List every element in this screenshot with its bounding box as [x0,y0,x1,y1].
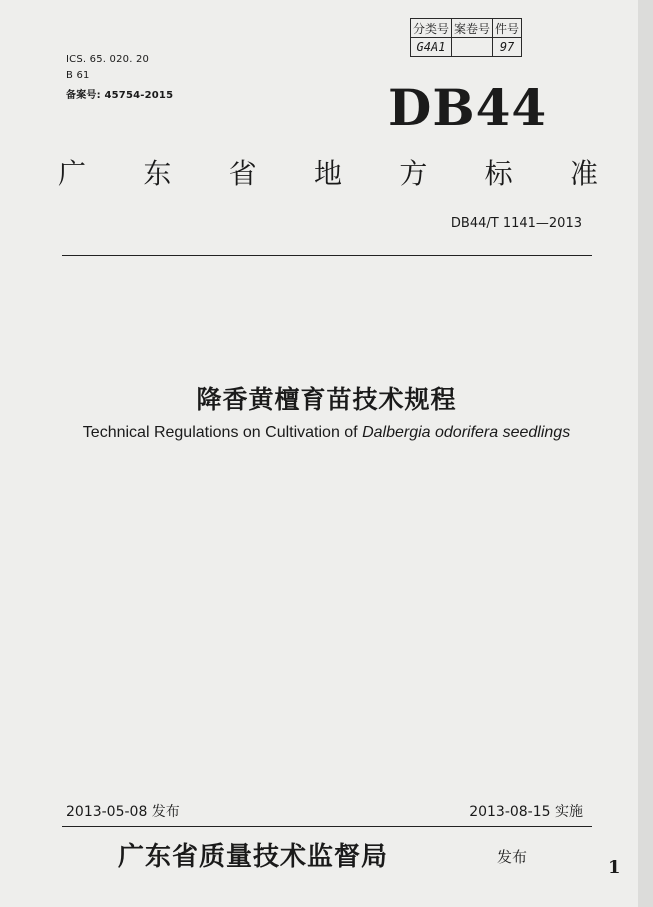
standard-code: DB44/T 1141—2013 [450,216,582,231]
archive-stamp-header: 件号 [493,19,522,38]
standard-type-char: 广 [58,157,87,190]
standard-type-char: 地 [313,157,342,190]
archive-stamp-value [452,38,493,57]
issue-label: 发布 [497,848,528,866]
standard-type-char: 标 [484,157,513,190]
implementation-date: 2013-08-15 实施 [469,804,583,820]
standard-type-char: 方 [399,157,428,190]
page-number: 1 [608,857,621,878]
standard-type-char: 东 [143,157,172,190]
english-title-species: Dalbergia odorifera seedlings [362,424,571,441]
archive-stamp-value-row [411,38,522,57]
ccs-code: B 61 [66,70,90,81]
issuing-authority: 广东省质量技术监督局 [118,842,389,872]
archive-stamp-value: G4A1 [411,38,452,57]
standard-type-char: 准 [569,157,598,190]
top-divider [62,255,592,256]
filing-number: 备案号: 45754-2015 [66,90,174,101]
release-date: 2013-05-08 发布 [66,804,180,820]
english-title-prefix: Technical Regulations on Cultivation of [82,424,363,441]
ics-code: ICS. 65. 020. 20 [66,54,150,65]
archive-stamp-header-row [411,19,522,38]
archive-stamp-header: 案卷号 [452,19,493,38]
standard-type-heading [58,152,598,192]
bottom-divider [62,826,592,827]
archive-stamp-value: 97 [493,38,522,57]
chinese-title: 降香黄檀育苗技术规程 [196,385,457,414]
standard-type-char: 省 [228,157,257,190]
scan-edge-strip [638,0,653,907]
english-title [0,424,653,442]
db44-logo: DB44 [388,78,548,137]
archive-stamp [410,18,522,57]
archive-stamp-header: 分类号 [411,19,452,38]
